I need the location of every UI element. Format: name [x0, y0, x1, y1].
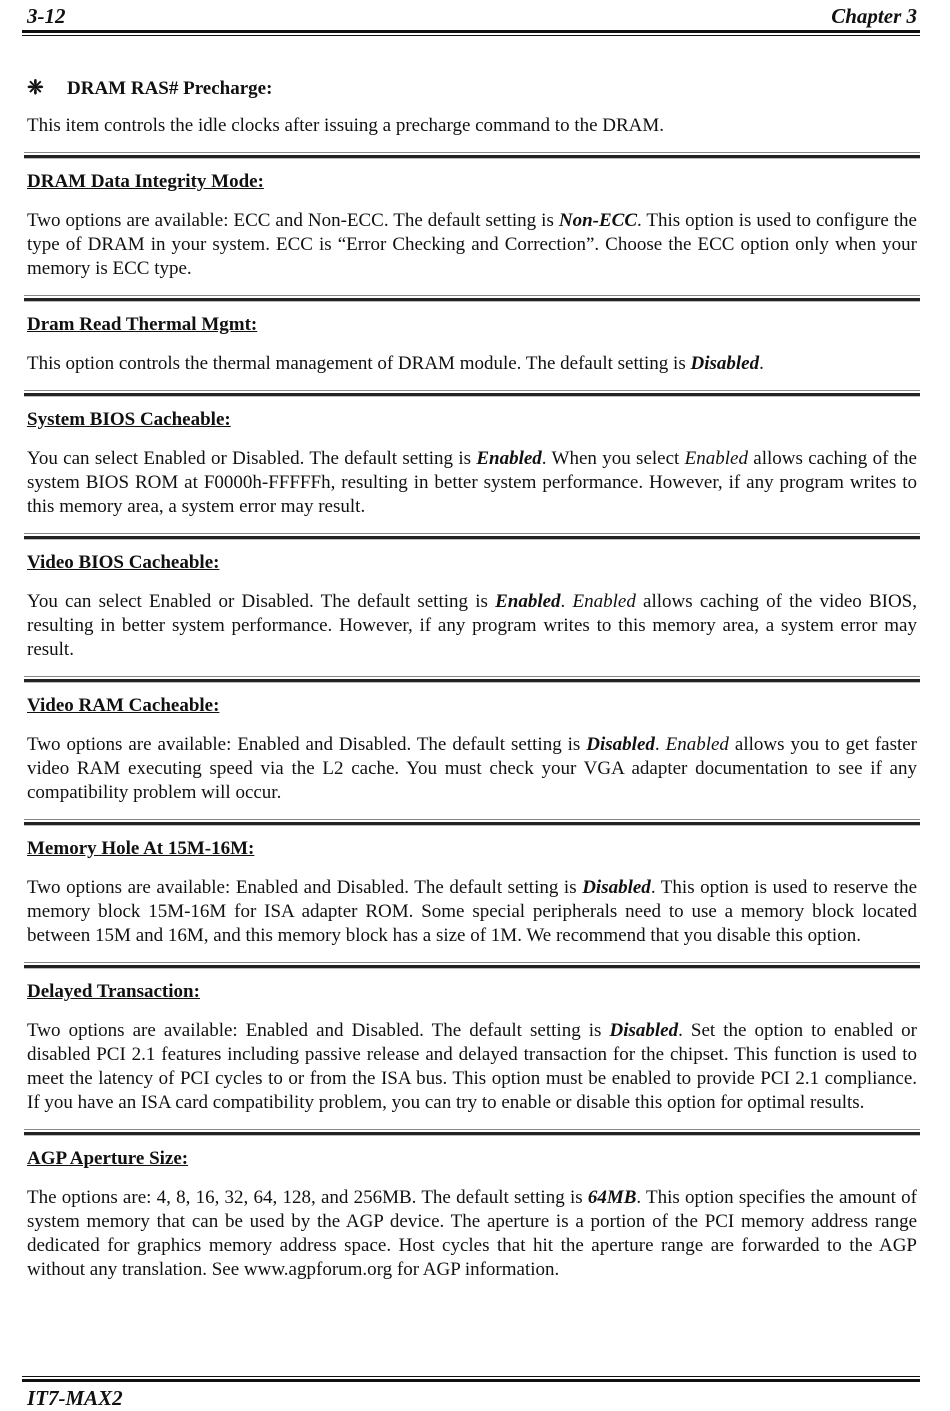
section-divider [24, 295, 920, 301]
section-description [27, 1186, 917, 1282]
emphasized-value: Enabled [495, 591, 561, 612]
section-title: AGP Aperture Size: [27, 1148, 189, 1169]
intro-heading [27, 74, 917, 102]
section-divider [24, 962, 920, 968]
chapter-label: Chapter 3 [831, 4, 917, 28]
emphasized-value: 64MB [587, 1187, 637, 1208]
description-text: . This option is used to reserve the memory block 15M-16M for ISA adapter ROM. Some special peripherals need to use a memory block located between 15M and 16M, and this memory block has a size of 1M. We recommend that you disable this option. [27, 877, 917, 946]
section-title: Delayed Transaction: [27, 981, 200, 1002]
description-text: allows caching of the video BIOS, resulting in better system performance. However, if any program writes to this memory area, a system error may result. [27, 591, 917, 660]
intro-text: This item controls the idle clocks after issuing a precharge command to the DRAM. [27, 115, 665, 136]
section-divider [24, 533, 920, 539]
page-number: 3-12 [27, 4, 66, 28]
description-text: . This option is used to configure the type of DRAM in your system. ECC is “Error Checking and Correction”. Choose the ECC option only when your memory is ECC type. [27, 210, 917, 279]
setting-section [27, 819, 917, 948]
setting-section [27, 533, 917, 662]
emphasized-value: Disabled [586, 734, 655, 755]
setting-section [27, 390, 917, 519]
description-text: . When you select [541, 448, 685, 469]
section-divider [24, 390, 920, 396]
section-title: Video BIOS Cacheable: [27, 552, 220, 573]
emphasized-value: Disabled [609, 1020, 679, 1041]
section-description [27, 209, 917, 281]
emphasized-value: Disabled [582, 877, 651, 898]
description-text: This option controls the thermal management of DRAM module. The default setting is [27, 353, 691, 374]
asterisk-bullet-icon: ❈ [27, 77, 44, 99]
description-text: You can select Enabled or Disabled. The default setting is [27, 448, 477, 469]
section-description [27, 447, 917, 519]
emphasized-value: Enabled [684, 448, 748, 469]
description-text: Two options are available: Enabled and Disabled. The default setting is [27, 877, 583, 898]
description-text: . [560, 591, 573, 612]
setting-section [27, 676, 917, 805]
description-text: Two options are available: ECC and Non-ECC. The default setting is [27, 210, 559, 231]
section-title: Video RAM Cacheable: [27, 695, 220, 716]
description-text: You can select Enabled or Disabled. The default setting is [27, 591, 496, 612]
description-text: . [654, 734, 666, 755]
setting-section [27, 152, 917, 281]
section-description [27, 1019, 917, 1115]
section-title: Memory Hole At 15M-16M: [27, 838, 255, 859]
section-title: System BIOS Cacheable: [27, 409, 231, 430]
emphasized-value: Enabled [476, 448, 542, 469]
section-divider [24, 676, 920, 682]
setting-section [27, 295, 917, 376]
emphasized-value: Enabled [572, 591, 636, 612]
manual-content [27, 74, 917, 1282]
description-text: . [759, 353, 764, 374]
description-text: allows you to get faster video RAM executing speed via the L2 cache. You must check your VGA adapter documentation to see if any compatibility problem will occur. [27, 734, 918, 803]
emphasized-value: Disabled [690, 353, 760, 374]
description-text: Two options are available: Enabled and Disabled. The default setting is [27, 734, 587, 755]
description-text: . Set the option to enabled or disabled PCI 2.1 features including passive release and delayed transaction for the chipset. This function is used to meet the latency of PCI cycles to or from the ISA bus. This option must be enabled to provide PCI 2.1 compliance. If you have an ISA card compatibility problem, you can try to enable or disable this option for optimal results. [27, 1020, 917, 1113]
section-description [27, 590, 917, 662]
setting-section [27, 962, 917, 1115]
emphasized-value: Enabled [665, 734, 729, 755]
section-divider [24, 152, 920, 158]
section-title: DRAM Data Integrity Mode: [27, 171, 264, 192]
section-description [27, 876, 917, 948]
description-text: Two options are available: Enabled and Disabled. The default setting is [27, 1020, 610, 1041]
description-text: allows caching of the system BIOS ROM at F0000h-FFFFFh, resulting in better system performance. However, if any program writes to this memory area, a system error may result. [27, 448, 917, 517]
section-description [27, 733, 917, 805]
settings-sections [27, 152, 917, 1282]
footer-divider [22, 1376, 920, 1382]
page-header [27, 2, 917, 28]
header-divider [22, 30, 920, 36]
footer-model: IT7-MAX2 [27, 1386, 123, 1410]
description-text: The options are: 4, 8, 16, 32, 64, 128, and 256MB. The default setting is [27, 1187, 588, 1208]
section-divider [24, 1129, 920, 1135]
section-title: Dram Read Thermal Mgmt: [27, 314, 258, 335]
emphasized-value: Non-ECC [558, 210, 637, 231]
section-description [27, 352, 917, 376]
setting-section [27, 1129, 917, 1282]
section-divider [24, 819, 920, 825]
description-text: . This option specifies the amount of system memory that can be used by the AGP device. The aperture is a portion of the PCI memory address range dedicated for graphics memory address space. Host cycles that hit the aperture range are forwarded to the AGP without any translation. See www.agpforum.org for AGP information. [27, 1187, 918, 1280]
intro-title: DRAM RAS# Precharge: [67, 78, 273, 99]
